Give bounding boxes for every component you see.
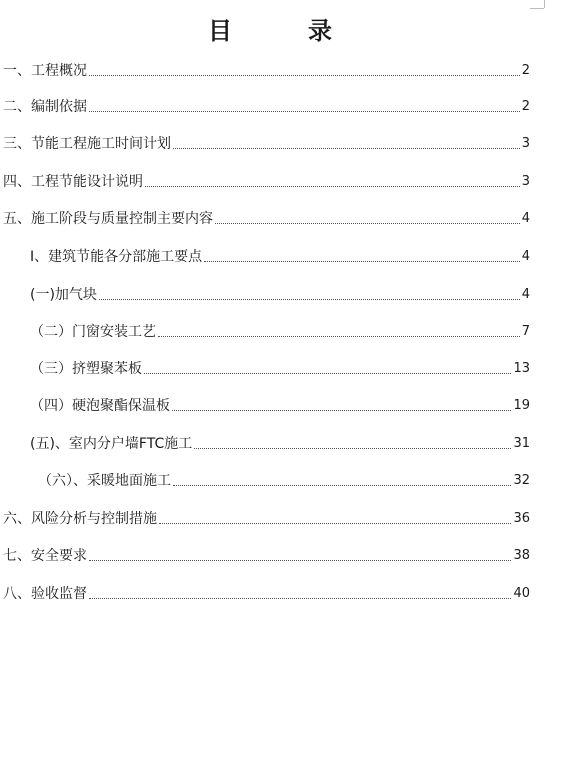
toc-entry-text: （六）、采暖地面施工 bbox=[38, 473, 171, 489]
toc-entry-text: 五、施工阶段与质量控制主要内容 bbox=[3, 211, 213, 227]
toc-entry-5[interactable] bbox=[0, 206, 530, 228]
toc-entry-text: 六、风险分析与控制措施 bbox=[3, 511, 157, 527]
toc-entry-text: (一)加气块 bbox=[30, 287, 97, 303]
toc-entry-text: 八、验收监督 bbox=[3, 586, 87, 602]
toc-page-number: 4 bbox=[521, 249, 530, 264]
toc-page-number: 13 bbox=[513, 361, 530, 376]
toc-dot-leader bbox=[172, 409, 511, 411]
toc-entry-1[interactable] bbox=[0, 58, 530, 80]
toc-page-number: 4 bbox=[521, 287, 530, 302]
toc-page-number: 40 bbox=[513, 586, 530, 601]
toc-page-number: 38 bbox=[513, 548, 530, 563]
toc-dot-leader bbox=[204, 260, 520, 262]
toc-entry-text: （二）门窗安装工艺 bbox=[30, 324, 156, 340]
toc-dot-leader bbox=[173, 147, 520, 149]
toc-page-number: 19 bbox=[513, 398, 530, 413]
toc-title: 目 录 bbox=[208, 16, 358, 45]
toc-page-number: 32 bbox=[513, 473, 530, 488]
toc-page-number: 3 bbox=[521, 174, 530, 189]
toc-entry-text: I、建筑节能各分部施工要点 bbox=[30, 249, 203, 265]
toc-entry-8[interactable] bbox=[0, 319, 530, 341]
toc-page-number: 2 bbox=[521, 99, 530, 114]
toc-dot-leader bbox=[145, 185, 520, 187]
toc-entry-14[interactable] bbox=[0, 543, 530, 565]
toc-dot-leader bbox=[159, 522, 511, 524]
toc-entry-4[interactable] bbox=[0, 169, 530, 191]
toc-entry-text: （三）挤塑聚苯板 bbox=[30, 361, 142, 377]
toc-entry-text: 三、节能工程施工时间计划 bbox=[3, 136, 171, 152]
toc-entry-text: 四、工程节能设计说明 bbox=[3, 174, 143, 190]
toc-entry-11[interactable] bbox=[0, 431, 530, 453]
toc-dot-leader bbox=[89, 74, 520, 76]
toc-entry-12[interactable] bbox=[0, 468, 530, 490]
toc-dot-leader bbox=[173, 484, 511, 486]
toc-page-number: 7 bbox=[521, 324, 530, 339]
toc-entry-9[interactable] bbox=[0, 356, 530, 378]
toc-dot-leader bbox=[89, 559, 511, 561]
toc-entry-text: （四）硬泡聚酯保温板 bbox=[30, 398, 170, 414]
toc-entry-10[interactable] bbox=[0, 393, 530, 415]
toc-dot-leader bbox=[215, 222, 520, 224]
toc-page-number: 2 bbox=[521, 63, 530, 78]
page-corner-mark-left bbox=[530, 0, 544, 9]
toc-dot-leader bbox=[89, 110, 520, 112]
toc-entry-13[interactable] bbox=[0, 506, 530, 528]
toc-page-number: 36 bbox=[513, 511, 530, 526]
page-corner-mark-right bbox=[544, 0, 559, 8]
toc-page-number: 31 bbox=[513, 436, 530, 451]
toc-entry-6[interactable] bbox=[0, 244, 530, 266]
toc-dot-leader bbox=[194, 447, 511, 449]
toc-entry-2[interactable] bbox=[0, 94, 530, 116]
toc-entry-text: 七、安全要求 bbox=[3, 548, 87, 564]
toc-page-number: 3 bbox=[521, 136, 530, 151]
toc-entry-15[interactable] bbox=[0, 581, 530, 603]
toc-entry-text: 二、编制依据 bbox=[3, 99, 87, 115]
toc-entry-3[interactable] bbox=[0, 131, 530, 153]
toc-dot-leader bbox=[144, 372, 511, 374]
toc-dot-leader bbox=[158, 335, 520, 337]
toc-dot-leader bbox=[99, 298, 520, 300]
toc-entry-text: (五)、室内分户墙FTC施工 bbox=[30, 436, 193, 452]
toc-entry-text: 一、工程概况 bbox=[3, 63, 87, 79]
toc-dot-leader bbox=[89, 597, 511, 599]
toc-entry-7[interactable] bbox=[0, 282, 530, 304]
toc-page-number: 4 bbox=[521, 211, 530, 226]
